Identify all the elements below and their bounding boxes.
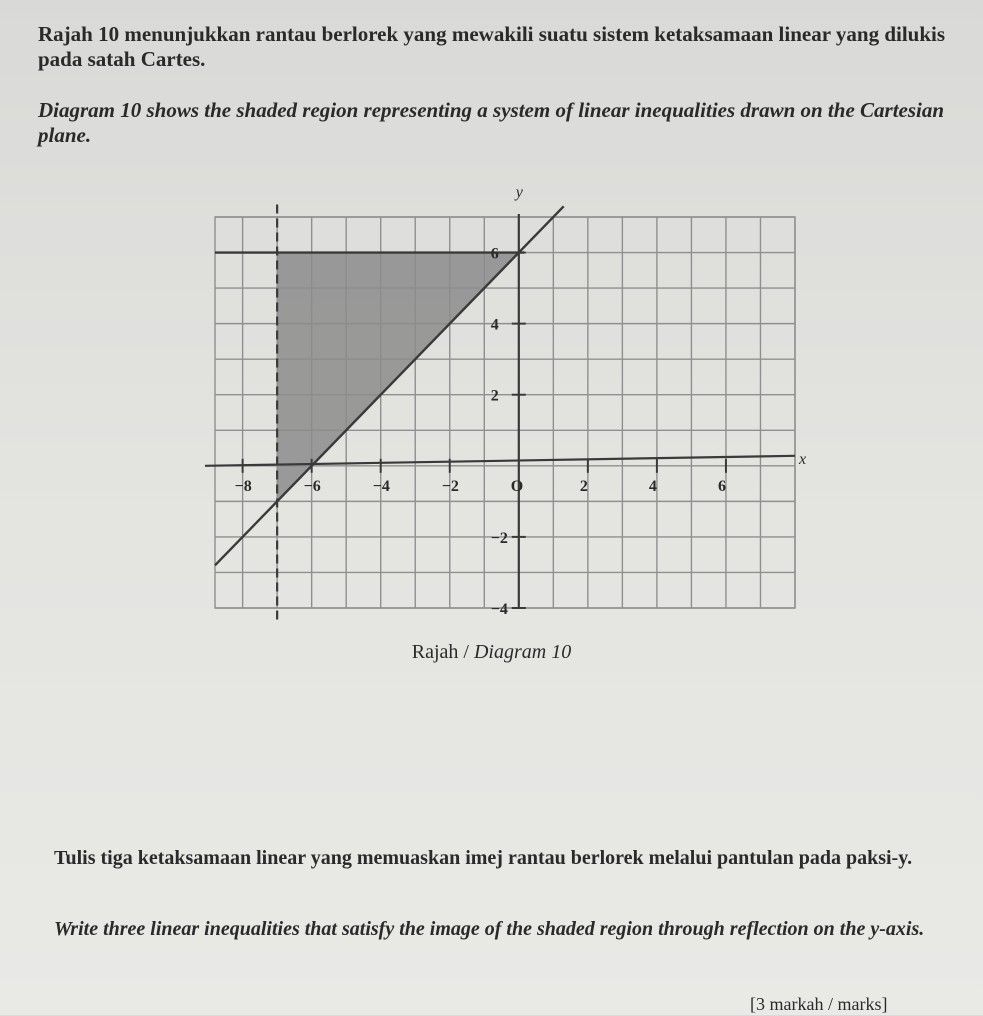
caption-english: Diagram 10	[473, 641, 572, 663]
x-tick-label: O	[510, 477, 524, 495]
y-tick-label: 6	[490, 245, 499, 263]
marks-label: [3 markah / marks]	[750, 994, 888, 1014]
y-tick-label: −4	[490, 601, 508, 618]
x-tick-label: −8	[234, 477, 252, 495]
intro-text-english: Diagram 10 shows the shaded region representing a system of linear inequalities drawn on the Cartesian plane.	[38, 98, 945, 148]
x-tick-label: 4	[648, 477, 657, 495]
x-tick-label: −4	[372, 477, 390, 495]
question-text-english: Write three linear inequalities that satisfy the image of the shaded region through reflection on the y-axis.	[54, 918, 925, 940]
y-tick-label: −2	[490, 529, 508, 547]
figure-caption	[0, 640, 983, 664]
intro-text-malay: Rajah 10 menunjukkan rantau berlorek yang mewakili suatu sistem ketaksamaan linear yang dilukis pada satah Cartes.	[38, 22, 946, 72]
question-text-malay: Tulis tiga ketaksamaan linear yang memuaskan imej rantau berlorek melalui pantulan pada paksi-y.	[54, 847, 913, 869]
x-tick-label: 2	[579, 477, 588, 495]
caption-malay: Rajah /	[411, 641, 469, 663]
y-tick-label: 2	[490, 387, 499, 405]
y-tick-label: 4	[490, 316, 499, 334]
y-axis-label: y	[515, 184, 523, 201]
x-axis-label: x	[799, 450, 807, 468]
x-tick-label: −2	[441, 477, 459, 495]
x-tick-label: 6	[717, 477, 726, 495]
x-tick-label: −6	[303, 477, 321, 495]
